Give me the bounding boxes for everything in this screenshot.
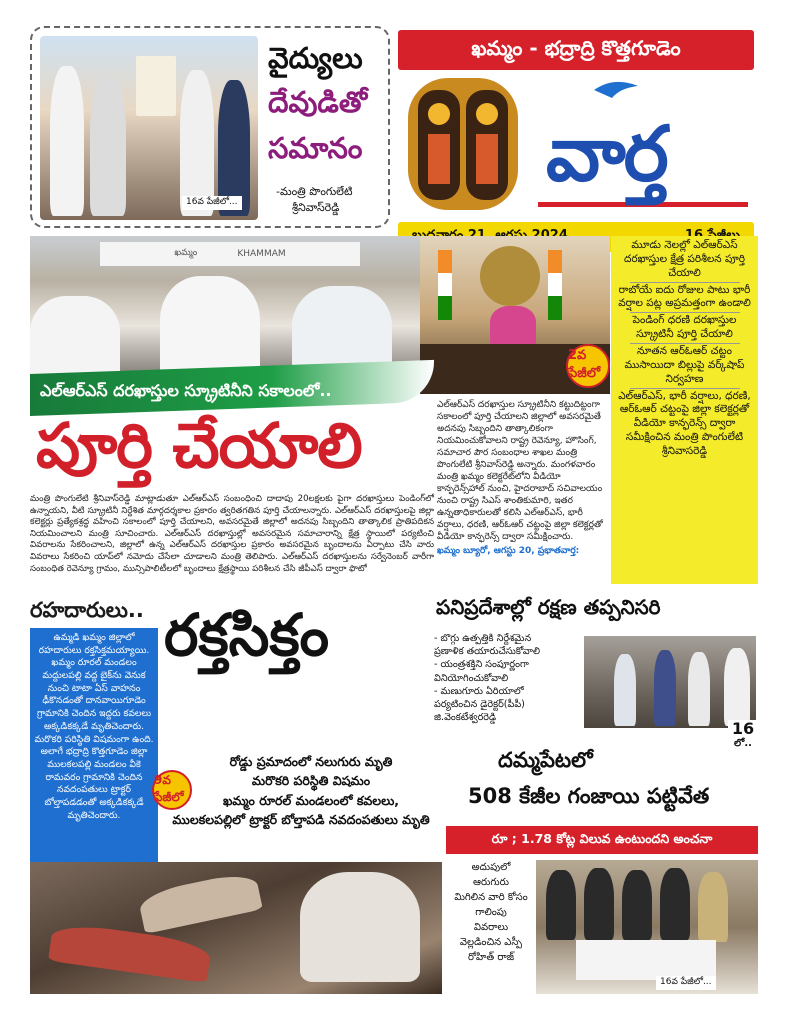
ganja-line: వివరాలు bbox=[473, 922, 509, 933]
divider bbox=[630, 388, 740, 389]
person-figure bbox=[614, 654, 636, 726]
person-figure bbox=[688, 652, 710, 726]
divider bbox=[630, 312, 740, 313]
accused-figure bbox=[622, 870, 652, 940]
masthead-logo-text: వార్త bbox=[546, 109, 667, 198]
accident-photo bbox=[30, 862, 442, 994]
page-ref-badge[interactable]: 2వ పేజీలో bbox=[566, 344, 610, 388]
highlight-item: ఎల్‌ఆర్‌ఎస్, భారీ వర్షాలు, ధరణి, ఆర్‌ఓఆర్ చట్టంపై జిల్లా కలెక్టర్లతో వీడియో కాన్ఫరెన్స్ ద్వారా సమీక్షించిన మంత్రి పొంగులేటి శ్రీనివాసరెడ్డి bbox=[618, 389, 751, 458]
workplace-line: ప్రణాళిక తయారుచేసుకోవాలి bbox=[434, 646, 540, 658]
teaser-title-1: వైద్యులు bbox=[268, 41, 363, 75]
teaser-photo bbox=[40, 36, 258, 220]
main-byline: ఖమ్మం బ్యూరో, ఆగస్టు 20, ప్రభాతవార్త: bbox=[437, 545, 580, 556]
main-column-2 bbox=[437, 400, 609, 558]
workplace-line: జి.వెంకటేశ్వరరెడ్డి bbox=[434, 712, 497, 724]
workplace-line: వినియోగించుకోవాలి bbox=[434, 672, 509, 684]
accident-sub-3: ఖమ్మం రూరల్ మండలంలో కవలలు, bbox=[222, 792, 400, 808]
table bbox=[576, 940, 716, 980]
plaque bbox=[136, 56, 176, 116]
workplace-title: పనిప్రదేశాల్లో రక్షణ తప్పనిసరి bbox=[436, 595, 661, 619]
victim-figure bbox=[137, 870, 263, 934]
ganja-line: అదుపులో bbox=[471, 862, 511, 873]
workplace-line: పర్యటించిన డైరెక్టర్(పీపీ) bbox=[434, 699, 525, 711]
ganja-title-2: 508 కేజీల గంజాయి పట్టివేత bbox=[468, 784, 710, 808]
workplace-body bbox=[434, 632, 584, 725]
police-figure bbox=[698, 872, 728, 942]
workplace-page-ref[interactable] bbox=[728, 720, 758, 768]
workplace-line: - మణుగూరు ఏరియాలో bbox=[434, 685, 524, 697]
ganja-value-band: రూ ; 1.78 కోట్ల విలువ ఉంటుందని అంచనా bbox=[446, 826, 758, 854]
divider bbox=[630, 343, 740, 344]
flag-icon bbox=[438, 250, 452, 320]
ganja-line: గాలింపు bbox=[475, 907, 507, 918]
teaser-title-2: దేవుడితో bbox=[268, 85, 368, 119]
person-figure bbox=[90, 76, 126, 216]
teaser-page-ref: 16వ పేజీలో... bbox=[182, 196, 242, 210]
person-figure bbox=[180, 70, 214, 216]
main-body-text: మంత్రి పొంగులేటి శ్రీనివాస్‌రెడ్డి మాట్లాడుతూ ఎల్‌ఆర్‌ఎస్ సంబంధించి దాదాపు 20లక్షలకు పైగా దరఖాస్తులు పెండింగ్‌లో ఉన్నాయని, వీటి స్క్రూటినీ నిర్దేశిత మార్గదర్శకాల ప్రకారం త్వరితగతిన పూర్తి చేయాలన్నారు. ఎల్‌ఆర్‌ఎస్ దరఖాస్తులపై జిల్లా కలెక్టర్లు ప్రత్యేకశ్రద్ధ వహించి సకాలంలో పూర్తి చేయాలని, అవసరమైతే జిల్లాలో అదనపు సిబ్బందిని తాత్కాలిక ప్రాతిపదికన నియమించాలని మంత్రి సూచించారు. ఎల్‌ఆర్‌ఎస్ దరఖాస్తుల్లో అవసరమైన సమాచారాన్ని క్షేత్ర స్థాయిలో పర్యటించి వివరాలను సేకరించాలని, జిల్లాలో ఉన్న ఎల్‌ఆర్‌ఎస్ దరఖాస్తుల ప్రకారం అవసరమైన బృందాలను ఏర్పాటు చేసి వారు వివరాలు సేకరించి యాప్‌లో నమోదు చేసేలా చూడాలని మంత్రి తెలిపారు. ఎల్‌ఆర్‌ఎస్ దరఖాస్తులను సర్వేనెంబర్ వారీగా సంబంధిత రెవెన్యూ గ్రామం, మున్సిపాలిటీలలో బృందాలు క్షేత్రస్థాయి పరిశీలన చేసి జీపీఎస్ ద్వారా ఫొటో bbox=[30, 494, 434, 574]
teaser-box[interactable] bbox=[30, 26, 390, 228]
person-figure bbox=[50, 66, 84, 216]
ganja-page-ref[interactable]: 16వ పేజీలో... bbox=[656, 976, 716, 990]
victim-figure bbox=[300, 872, 420, 982]
ganja-line: ఆరుగురు bbox=[472, 877, 510, 888]
highlight-item: మూడు నెలల్లో ఎల్‌ఆర్‌ఎస్ దరఖాస్తుల క్షేత్ర పరిశీలన పూర్తి చేయాలి bbox=[624, 239, 745, 279]
ganja-photo bbox=[536, 860, 758, 994]
page-ref-suffix: లో.. bbox=[734, 737, 752, 749]
ganja-side-text bbox=[446, 860, 536, 965]
accident-headline: రక్తసిక్తం bbox=[164, 601, 330, 669]
workplace-line: - బొగ్గు ఉత్పత్తికి నిర్దేశమైన bbox=[434, 633, 532, 644]
accused-figure bbox=[584, 868, 614, 940]
masthead bbox=[398, 26, 754, 234]
person-figure bbox=[654, 650, 676, 726]
workplace-photo bbox=[584, 636, 756, 728]
person-figure bbox=[724, 648, 750, 726]
accident-subheads bbox=[172, 752, 442, 830]
accident-kicker: రహదారులు.. bbox=[30, 598, 144, 622]
masthead-logo-area bbox=[398, 74, 754, 216]
ganja-line: వెల్లడించిన ఎస్పీ bbox=[459, 937, 523, 948]
edition-band: ఖమ్మం - భద్రాద్రి కొత్తగూడెం bbox=[398, 30, 754, 70]
accused-figure bbox=[546, 870, 576, 940]
flag-icon bbox=[548, 250, 562, 320]
person-figure bbox=[490, 306, 536, 346]
page-ref-number: 16 bbox=[731, 719, 755, 738]
photo-sign-right: KHAMMAM bbox=[237, 249, 286, 259]
divider bbox=[630, 282, 740, 283]
ganja-line: రోహిత్ రాజ్ bbox=[468, 952, 514, 963]
accident-sub-4: ములకలపల్లిలో ట్రాక్టర్ బోల్తాపడి నవదంపతులు మృతి bbox=[172, 812, 430, 828]
highlight-item: పెండింగ్ ధరణి దరఖాస్తుల స్క్రూటినీ పూర్తి చేయాలి bbox=[632, 314, 737, 341]
main-kicker: ఎల్‌ఆర్‌ఎస్ దరఖాస్తుల స్క్రూటినీని సకాలంలో.. bbox=[40, 381, 332, 400]
workplace-line: - యంత్రశక్తిని సంపూర్ణంగా bbox=[434, 659, 529, 671]
ganja-title-1: దమ్మపేటలో bbox=[498, 748, 593, 772]
teaser-attribution-2: శ్రీనివాస్‌రెడ్డి bbox=[292, 201, 340, 214]
accident-sub-1: రోడ్డు ప్రమాదంలో నలుగురు మృతి bbox=[229, 754, 393, 769]
emblem-icon bbox=[480, 246, 540, 306]
main-headline: పూర్తి చేయాలి bbox=[36, 409, 362, 482]
highlights-sidebar bbox=[611, 236, 758, 584]
highlight-item: రాబోయే ఐదు రోజుల పాటు భారీ వర్షాల పట్ల అప్రమత్తంగా ఉండాలి bbox=[618, 283, 751, 310]
photo-sign-left: ఖమ్మం bbox=[174, 248, 198, 258]
teaser-attribution-1: -మంత్రి పొంగులేటి bbox=[276, 185, 353, 198]
accident-page-ref-badge[interactable]: 9వ పేజీలో bbox=[152, 770, 192, 810]
highlight-item: నూతన ఆర్‌ఓఆర్ చట్టం ముసాయిదా బిల్లుపై వర్క్‌షాప్ నిర్వహణ bbox=[624, 345, 745, 385]
ganja-line: మిగిలిన వారి కోసం bbox=[454, 892, 528, 903]
accident-side-text: ఉమ్మడి ఖమ్మం జిల్లాలో రహదారులు రక్తసిక్తమయ్యాయి. ఖమ్మం రూరల్ మండలం మద్దులపల్లి వద్ద బైక్‌ను వెనుక నుంచి టాటా ఏస్ వాహనం ఢీకొనడంతో దానవాయిగూడెం గ్రామానికి చెందిన ఇద్దరు కవలలు అక్కడికక్కడే మృతిచెందారు. మరొకరి పరిస్థితి విషమంగా ఉంది. అలాగే భద్రాద్రి కొత్తగూడెం జిల్లా ములకలపల్లి మండలం వీకె రామవరం గ్రామానికి చెందిన నవదంపతులు ట్రాక్టర్ బోల్తాపడడంతో అక్కడికక్కడే మృతిచెందారు. bbox=[30, 628, 158, 868]
accident-sub-2: మరొకరి పరిస్థితి విషమం bbox=[251, 773, 371, 789]
teaser-title-3: సమానం bbox=[268, 131, 363, 165]
main-column-2-text: ఎల్‌ఆర్‌ఎస్ దరఖాస్తుల స్క్రూటినీని కట్టుదిట్టంగా సకాలంలో పూర్తి చేయాలని జిల్లాలో అవసరమైతే అదనపు సిబ్బందిని తాత్కాలికంగా నియమించుకోవాలని రాష్ట్ర రెవెన్యూ, హౌసింగ్, సమాచార పౌర సంబంధాల శాఖల మంత్రి పొంగులేటి శ్రీనివాస్‌రెడ్డి అన్నారు. మంగళవారం మంత్రి ఖమ్మం కలెక్టరేట్‌లోని వీడియో కాన్ఫరెన్స్‌హాల్ నుంచి, హైదరాబాద్ సచివాలయం నుంచి రాష్ట్ర సిఎస్ శాంతికుమారి, ఇతర ఉన్నతాధికారులతో కలిసి ఎల్‌ఆర్‌ఎస్, భారీ వర్షాలు, ధరణి, ఆర్‌ఓఆర్ చట్టంపై జిల్లా కలెక్టర్లతో వీడియో కాన్ఫరెన్స్ ద్వారా సమీక్షించారు. bbox=[437, 400, 603, 542]
accused-figure bbox=[660, 868, 690, 940]
photo-sign bbox=[100, 242, 360, 266]
victim-figure bbox=[48, 921, 212, 983]
